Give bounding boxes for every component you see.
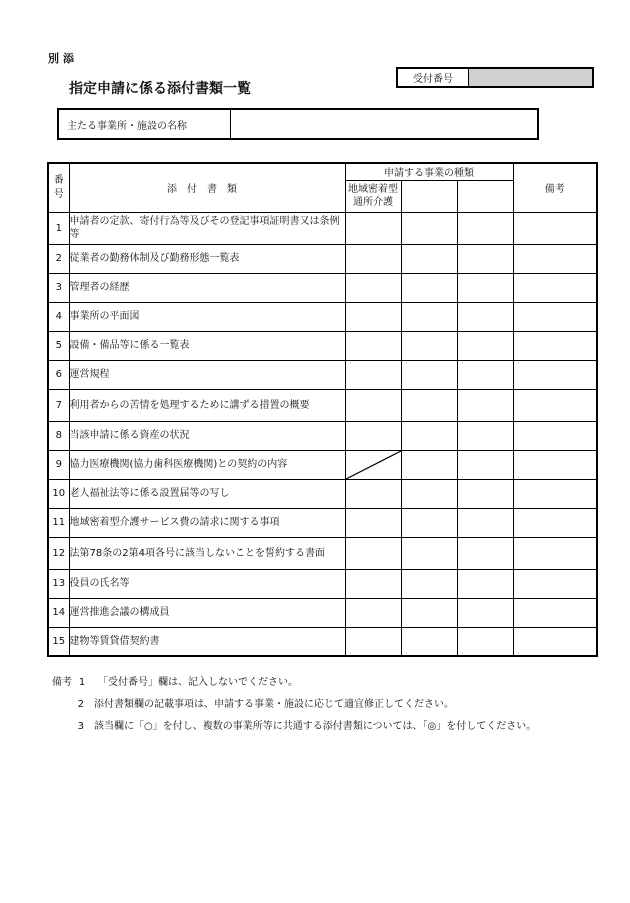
note-number: 3 [77, 721, 84, 732]
facility-name-label: 主たる事業所・施設の名称 [59, 110, 231, 138]
row-number: 10 [48, 479, 69, 508]
page-title: 指定申請に係る添付書類一覧 [69, 81, 251, 97]
header-kind-blank-2 [401, 180, 457, 212]
table-row [48, 479, 597, 508]
row-kind-check-cell[interactable] [345, 569, 401, 598]
notes-section [52, 672, 536, 738]
table-row [48, 450, 597, 479]
row-kind-check-cell[interactable] [401, 627, 457, 656]
row-kind-check-cell[interactable] [345, 212, 401, 244]
table-row [48, 421, 597, 450]
row-kind-check-cell[interactable] [401, 421, 457, 450]
row-document-name: 運営規程 [69, 360, 345, 389]
row-kind-not-applicable-cell [345, 450, 401, 479]
row-number: 11 [48, 508, 69, 537]
row-kind-check-cell[interactable] [457, 273, 513, 302]
row-kind-check-cell[interactable] [401, 569, 457, 598]
note-number: 1 [78, 677, 86, 688]
facility-name-field[interactable] [231, 110, 537, 138]
row-number: 12 [48, 537, 69, 569]
row-remarks-cell[interactable] [513, 598, 597, 627]
row-number: 9 [48, 450, 69, 479]
row-kind-check-cell[interactable] [401, 302, 457, 331]
row-kind-check-cell[interactable] [457, 212, 513, 244]
row-document-name: 事業所の平面図 [69, 302, 345, 331]
row-kind-check-cell[interactable] [345, 537, 401, 569]
row-kind-check-cell[interactable] [401, 244, 457, 273]
row-kind-check-cell[interactable] [401, 212, 457, 244]
row-kind-check-cell[interactable] [457, 450, 513, 479]
row-document-name: 地域密着型介護サービス費の請求に関する事項 [69, 508, 345, 537]
row-remarks-cell[interactable] [513, 331, 597, 360]
row-kind-check-cell[interactable] [345, 273, 401, 302]
row-kind-check-cell[interactable] [457, 302, 513, 331]
row-remarks-cell[interactable] [513, 537, 597, 569]
row-document-name: 従業者の勤務体制及び勤務形態一覧表 [69, 244, 345, 273]
row-document-name: 老人福祉法等に係る設置届等の写し [69, 479, 345, 508]
row-kind-check-cell[interactable] [401, 273, 457, 302]
row-kind-check-cell[interactable] [457, 360, 513, 389]
row-kind-check-cell[interactable] [345, 244, 401, 273]
table-row [48, 598, 597, 627]
table-row [48, 537, 597, 569]
table-row [48, 627, 597, 656]
row-document-name: 管理者の経歴 [69, 273, 345, 302]
row-kind-check-cell[interactable] [401, 508, 457, 537]
header-number-text: 番号 [53, 174, 64, 200]
row-document-name: 申請者の定款、寄付行為等及びその登記事項証明書又は条例等 [69, 212, 345, 244]
row-remarks-cell[interactable] [513, 569, 597, 598]
row-kind-check-cell[interactable] [345, 389, 401, 421]
row-kind-check-cell[interactable] [401, 389, 457, 421]
row-document-name: 運営推進会議の構成員 [69, 598, 345, 627]
table-row [48, 244, 597, 273]
diagonal-slash-icon [346, 451, 401, 479]
facility-name-box [57, 108, 539, 140]
row-kind-check-cell[interactable] [401, 479, 457, 508]
row-number: 8 [48, 421, 69, 450]
row-number: 5 [48, 331, 69, 360]
row-number: 15 [48, 627, 69, 656]
header-remarks: 備考 [513, 163, 597, 212]
row-remarks-cell[interactable] [513, 479, 597, 508]
row-kind-check-cell[interactable] [345, 421, 401, 450]
row-kind-check-cell[interactable] [457, 389, 513, 421]
row-kind-check-cell[interactable] [457, 537, 513, 569]
row-remarks-cell[interactable] [513, 450, 597, 479]
header-kind-community-daycare [345, 180, 401, 212]
attachment-label: 別添 [48, 52, 78, 65]
row-kind-check-cell[interactable] [345, 302, 401, 331]
row-kind-check-cell[interactable] [345, 598, 401, 627]
row-remarks-cell[interactable] [513, 360, 597, 389]
reception-number-box [396, 67, 594, 88]
header-business-kind: 申請する事業の種類 [345, 163, 513, 180]
row-number: 3 [48, 273, 69, 302]
row-number: 7 [48, 389, 69, 421]
row-remarks-cell[interactable] [513, 627, 597, 656]
table-row [48, 569, 597, 598]
reception-number-label: 受付番号 [398, 69, 469, 86]
row-number: 1 [48, 212, 69, 244]
header-documents: 添付書類 [69, 163, 345, 212]
row-kind-check-cell[interactable] [457, 569, 513, 598]
row-remarks-cell[interactable] [513, 421, 597, 450]
row-kind-check-cell[interactable] [345, 479, 401, 508]
row-number: 6 [48, 360, 69, 389]
row-kind-check-cell[interactable] [457, 331, 513, 360]
row-kind-check-cell[interactable] [457, 508, 513, 537]
row-remarks-cell[interactable] [513, 273, 597, 302]
row-kind-check-cell[interactable] [401, 537, 457, 569]
note-line-3 [52, 716, 536, 738]
row-kind-check-cell[interactable] [457, 598, 513, 627]
note-line-2 [52, 694, 536, 716]
note-number: 2 [77, 699, 84, 710]
row-kind-check-cell[interactable] [401, 331, 457, 360]
row-document-name: 設備・備品等に係る一覧表 [69, 331, 345, 360]
row-kind-check-cell[interactable] [457, 421, 513, 450]
table-row [48, 360, 597, 389]
row-document-name: 法第78条の2第4項各号に該当しないことを誓約する書面 [69, 537, 345, 569]
row-document-name: 協力医療機関(協力歯科医療機関)との契約の内容 [69, 450, 345, 479]
row-kind-check-cell[interactable] [401, 598, 457, 627]
row-number: 14 [48, 598, 69, 627]
table-row [48, 331, 597, 360]
row-remarks-cell[interactable] [513, 508, 597, 537]
row-number: 4 [48, 302, 69, 331]
attachment-documents-table [47, 162, 598, 657]
row-number: 13 [48, 569, 69, 598]
row-document-name: 当該申請に係る資産の状況 [69, 421, 345, 450]
table-row [48, 389, 597, 421]
note-text: 「受付番号」欄は、記入しないでください。 [98, 677, 298, 688]
header-kind-blank-3 [457, 180, 513, 212]
row-document-name: 役員の氏名等 [69, 569, 345, 598]
row-kind-check-cell[interactable] [457, 479, 513, 508]
table-row [48, 212, 597, 244]
header-number [48, 163, 69, 212]
row-kind-check-cell[interactable] [457, 627, 513, 656]
row-kind-check-cell[interactable] [345, 627, 401, 656]
reception-number-field[interactable] [469, 69, 592, 86]
table-row [48, 273, 597, 302]
row-kind-check-cell[interactable] [345, 331, 401, 360]
header-kind-community-daycare-text: 地域密着型通所介護 [348, 184, 398, 208]
note-text: 該当欄に「○」を付し、複数の事業所等に共通する添付書類については、「◎」を付してください。 [94, 721, 537, 732]
row-remarks-cell[interactable] [513, 302, 597, 331]
row-kind-check-cell[interactable] [345, 360, 401, 389]
table-row [48, 508, 597, 537]
row-remarks-cell[interactable] [513, 244, 597, 273]
row-number: 2 [48, 244, 69, 273]
row-kind-check-cell[interactable] [345, 508, 401, 537]
row-remarks-cell[interactable] [513, 212, 597, 244]
row-kind-check-cell[interactable] [457, 244, 513, 273]
row-remarks-cell[interactable] [513, 389, 597, 421]
notes-head: 備考 [52, 677, 72, 688]
table-row [48, 302, 597, 331]
row-document-name: 建物等賃貸借契約書 [69, 627, 345, 656]
note-line-1 [52, 672, 536, 694]
row-kind-check-cell[interactable] [401, 360, 457, 389]
note-text: 添付書類欄の記載事項は、申請する事業・施設に応じて適宜修正してください。 [94, 699, 454, 710]
row-document-name: 利用者からの苦情を処理するために講ずる措置の概要 [69, 389, 345, 421]
row-kind-check-cell[interactable] [401, 450, 457, 479]
